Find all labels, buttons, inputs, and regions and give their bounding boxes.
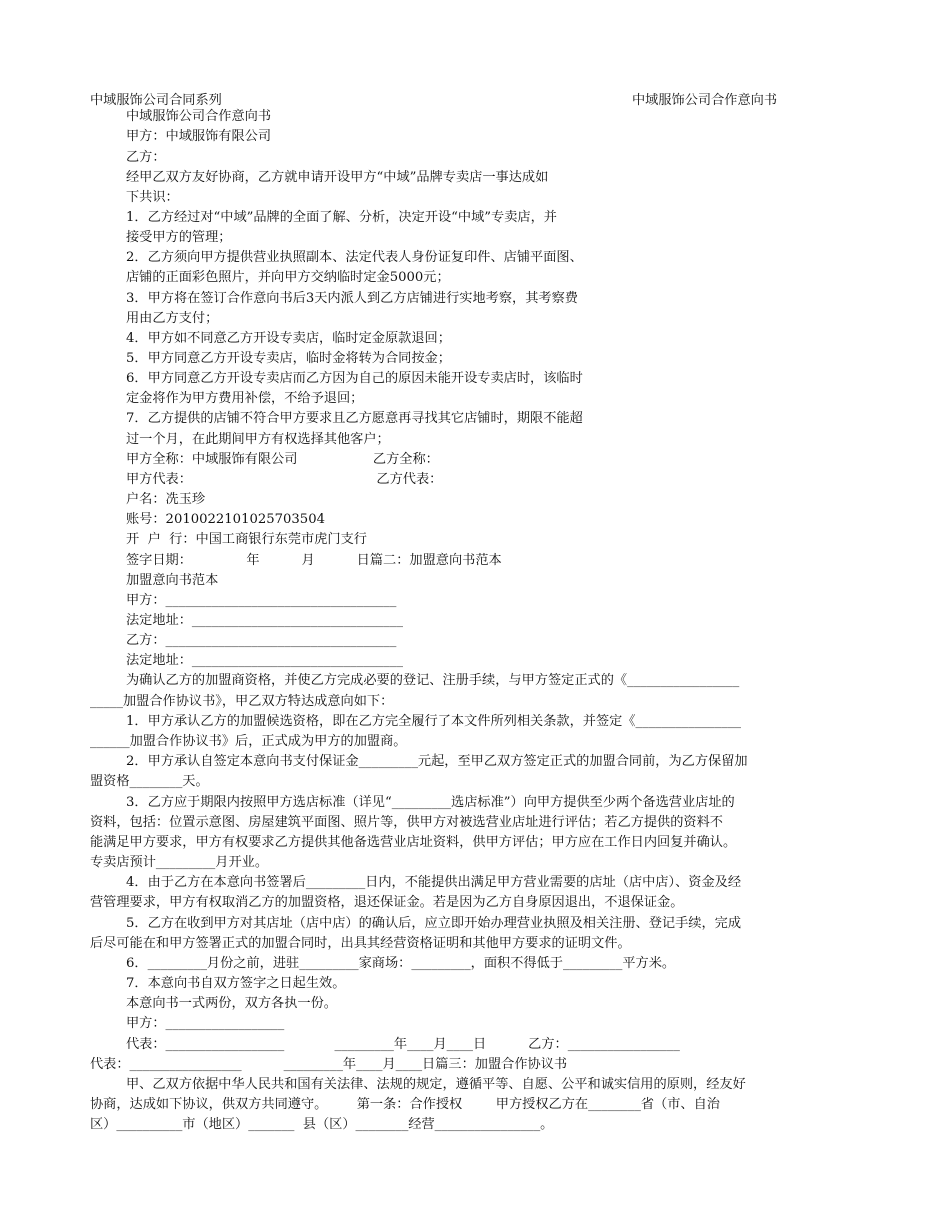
form-line: 甲方：___________________________________ [126,593,397,608]
body-line: 资料，包括：位置示意图、房屋建筑平面图、照片等，供甲方对被选营业店址进行评估；若乙方提供的资料不 [90,815,723,830]
body-line: 1．甲方承认乙方的加盟候选资格，即在乙方完全履行了本文件所列相关条款，并签定《________________ [126,714,742,729]
form-line: 乙方：___________________________________ [126,633,397,648]
body-line: 3．乙方应于期限内按照甲方选店标准（详见“_________选店标准”）向甲方提供至少两个备选营业店址的 [126,795,735,810]
body-line: 甲、乙双方依据中华人民共和国有关法律、法规的规定，遵循平等、自愿、公平和诚实信用的原则，经友好 [126,1077,746,1092]
clause-line: 3．甲方将在签订合作意向书后3天内派人到乙方店铺进行实地考察，其考察费 [126,291,578,306]
party-b: 乙方： [126,150,166,165]
body-line: 盟资格________天。 [90,774,209,789]
body-line: 7．本意向书自双方签字之日起生效。 [126,976,346,991]
body-line: 区）__________市（地区）_______ 县（区）________经营________________。 [90,1117,554,1132]
intro-line: 经甲乙双方友好协商，乙方就申请开设甲方“中域”品牌专卖店一事达成如 [126,170,549,185]
clause-line: 1．乙方经过对“中域”品牌的全面了解、分析，决定开设“中域”专卖店，并 [126,210,557,225]
body-line: 能满足甲方要求，甲方有权要求乙方提供其他备选营业店址资料，供甲方评估；甲方应在工作日内回复并确认。 [90,835,737,850]
signature-line: 甲方代表： 乙方代表： [126,472,443,487]
clause-line: 6．甲方同意乙方开设专卖店而乙方因为自己的原因未能开设专卖店时，该临时 [126,371,583,386]
body-line: 专卖店预计_________月开业。 [90,855,269,870]
signature-line: 代表：_________________ _________年____月____日篇三：加盟合作协议书 [90,1057,568,1072]
body-line: ______加盟合作协议书》后，正式成为甲方的加盟商。 [90,734,407,749]
signature-line: 代表：__________________ _________年____月____日 乙方：_________________ [126,1037,680,1052]
clause-line: 定金将作为甲方费用补偿，不给予退回； [126,391,364,406]
party-a: 甲方：中域服饰有限公司 [126,129,272,144]
clause-line: 用由乙方支付； [126,311,219,326]
body-line: 2．甲方承认自签定本意向书支付保证金_________元起，至甲乙双方签定正式的加盟合同前，为乙方保留加 [126,754,748,769]
body-line: 为确认乙方的加盟商资格，并使乙方完成必要的登记、注册手续，与甲方签定正式的《_________________ [126,673,740,688]
section-title: 加盟意向书范本 [126,573,219,588]
clause-line: 2．乙方须向甲方提供营业执照副本、法定代表人身份证复印件、店铺平面图、 [126,250,583,265]
body-line: 5．乙方在收到甲方对其店址（店中店）的确认后，应立即开始办理营业执照及相关注册、登记手续，完成 [126,916,742,931]
header-left: 中域服饰公司合同系列 [90,93,222,108]
body-line: 后尽可能在和甲方签署正式的加盟合同时，出具其经营资格证明和其他甲方要求的证明文件。 [90,936,631,951]
body-line: 6．_________月份之前，进驻_________家商场：_________，面积不得低于_________平方米。 [126,956,676,971]
body-line: _____加盟合作协议书》，甲乙双方特达成意向如下： [90,694,394,709]
form-line: 法定地址：________________________________ [126,613,403,628]
signature-line: 甲方全称：中域服饰有限公司 乙方全称： [126,452,439,467]
clause-line: 接受甲方的管理； [126,230,232,245]
header-right: 中域服饰公司合作意向书 [632,93,778,108]
body-line: 本意向书一式两份，双方各执一份。 [126,996,337,1011]
account-name: 户名：冼玉珍 [126,492,206,507]
body-line: 营管理要求，甲方有权取消乙方的加盟资格，退还保证金。若是因为乙方自身原因退出，不退保证金。 [90,895,684,910]
clause-line: 5．甲方同意乙方开设专卖店，临时金将转为合同按金； [126,351,451,366]
intro-line: 下共识： [126,190,179,205]
account-number: 账号：2010022101025703504 [126,512,325,527]
clause-line: 7．乙方提供的店铺不符合甲方要求且乙方愿意再寻找其它店铺时，期限不能超 [126,411,583,426]
form-line: 法定地址：________________________________ [126,653,403,668]
signature-line: 甲方：__________________ [126,1016,285,1031]
clause-line: 4．甲方如不同意乙方开设专卖店，临时定金原款退回； [126,331,451,346]
bank-name: 开 户 行：中国工商银行东莞市虎门支行 [126,532,367,547]
doc-title: 中域服饰公司合作意向书 [126,109,272,124]
body-line: 协商，达成如下协议，供双方共同遵守。 第一条：合作授权 甲方授权乙方在________省（市、自治 [90,1097,720,1112]
clause-line: 店铺的正面彩色照片，并向甲方交纳临时定金5000元； [126,270,450,285]
clause-line: 过一个月，在此期间甲方有权选择其他客户； [126,432,390,447]
sign-date: 签字日期： 年 月 日篇二：加盟意向书范本 [126,553,502,568]
body-line: 4．由于乙方在本意向书签署后_________日内，不能提供出满足甲方营业需要的店址（店中店）、资金及经 [126,875,742,890]
